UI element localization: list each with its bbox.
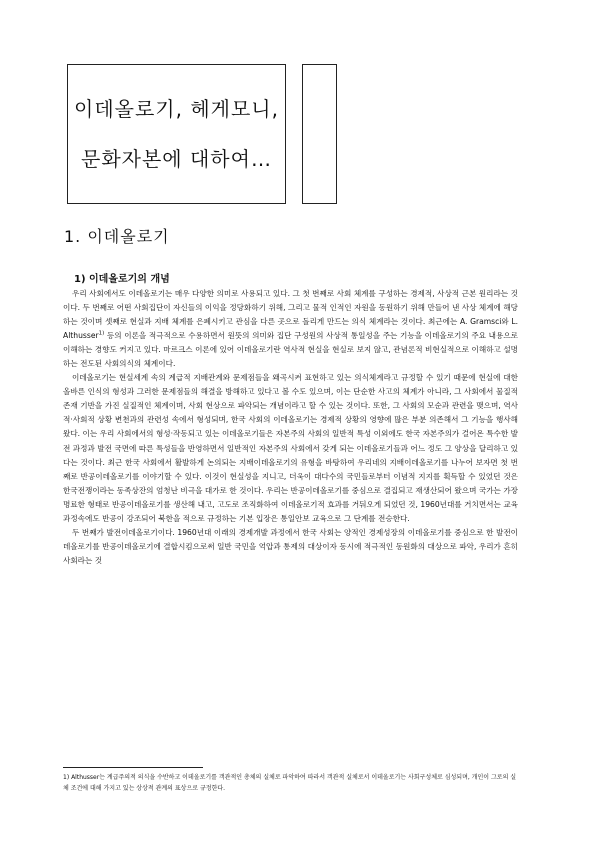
section-heading: 1. 이데올로기 <box>64 227 170 246</box>
paragraph-2: 이데올로기는 현실세계 속의 계급적 지배관계와 문제점들을 왜곡시켜 표현하고 있는 의식체계라고 규정할 수 있기 때문에 현실에 대한 올바른 인식의 형성과 그러한 문제점들의 해결을 방해하고 있다고 볼 수도 있으며, 이는 단순한 사고의 체계가 아니라, 그 사회에서 물질적 존재 기반을 가진 실질적인 체계이며, 사회 현상으로 파악되는 개념이라고 할 수 있는 것이다. 또한, 그 사회의 모순과 관련을 맺으며, 역사적·사회적 상황 변천과의 관련성 속에서 형성되며, 한국 사회의 이데올로기는 경제적 상황의 영향에 많은 부분 의존해서 그 기능을 행사해 왔다. 이는 우리 사회에서의 형성·작동되고 있는 이데올로기들은 자본주의 사회의 일반적 특성 이외에도 한국 자본주의가 걸어온 특수한 발전 과정과 발전 국면에 따른 특성들을 반영하면서 일반적인 자본주의 사회에서 갖게 되는 이데올로기들과 어느 정도 그 양상을 달리하고 있다는 것이다. 최근 한국 사회에서 활발하게 논의되는 지배이데올로기의 유형을 바탕하여 우리네의 지배이데올로기를 나누어 보자면 첫 번째로 반공이데올로기를 이야기할 수 있다. 이것이 현실성을 지니고, 더욱이 대다수의 국민들로부터 이념적 지지를 획득할 수 있었던 것은 한국전쟁이라는 동족상잔의 엄청난 비극을 대가로 한 것이다. 우리는 반공이데올로기를 중심으로 결집되고 재생산되어 왔으며 국가는 가장 명료한 형태로 반공이데올로기를 생산해 내고, 고도로 조직화하여 이데올로기적 효과를 거둬오게 되었던 것, 1960년대를 거치면서는 교육과정속에도 반공이 강조되어 북한을 적으로 규정하는 기본 입장은 통일안보 교육으로 그 단계를 전승한다. <box>63 373 519 523</box>
footnote-divider <box>63 767 203 768</box>
body-text <box>63 287 518 568</box>
document-title-line-2: 문화자본에 대하여… <box>81 147 272 171</box>
paragraph-1 <box>63 287 518 371</box>
decorative-side-box <box>302 64 337 204</box>
footnote-reference[interactable]: 1) <box>98 330 105 337</box>
paragraph-3: 두 번째가 발전이데올로기이다. 1960년대 이래의 경제개발 과정에서 한국 사회는 양적인 경제성장의 이데올로기를 중심으로 한 발전이데올로기를 반공이데올로기에 결합시킴으로써 일반 국민을 억압과 통제의 대상이자 동시에 적극적인 동원화의 대상으로 파악, 우리가 흔히 사회라는 것 <box>63 527 518 565</box>
subsection-heading: 1) 이데올로기의 개념 <box>74 274 170 285</box>
title-box <box>67 64 286 204</box>
paragraph-text: 우리 사회에서도 이데올로기는 매우 다양한 의미로 사용되고 있다. 그 첫 번째로 사회 체계를 구성하는 경제적, 사상적 근본 원리라는 것이다. 두 번째로 어떤 사회집단이 자신들의 이익을 정당화하기 위해, 그리고 물적 인적인 자원을 동원하기 위해 만들어 낸 사상 체계에 해당하는 것이며 셋째로 현실과 지배 체계를 은폐시키고 관심을 다른 곳으로 돌리게 만드는 의식 체계라는 것이다. 최근에는 A. Gramsci와 L. Althusser <box>63 289 518 341</box>
footnote: 1) Althusser는 계급주의적 의식을 수반하고 이데올로기를 객관적인 총체의 실체로 파악하여 따라서 객관적 실체로서 이데올로기는 사회구성체로 심성되며, 개인이 그로의 실체 조건에 대해 가지고 있는 상상적 관계의 표상으로 규정한다. <box>63 774 517 792</box>
document-title-line-1: 이데올로기, 헤게모니, <box>74 97 279 121</box>
paragraph-text: 등의 이론을 적극적으로 수용하면서 원뜻의 의미와 집단 구성원의 사상적 통일성을 주는 기능을 이데올로기의 주요 내용으로 이해하는 경향도 커지고 있다. 마르크스 이론에 있어 이데올로기란 역사적 현실을 현실로 보지 않고, 관념론적 비현실적으로 이해하고 설명하는 전도된 사회의식의 체계이다. <box>63 331 518 369</box>
